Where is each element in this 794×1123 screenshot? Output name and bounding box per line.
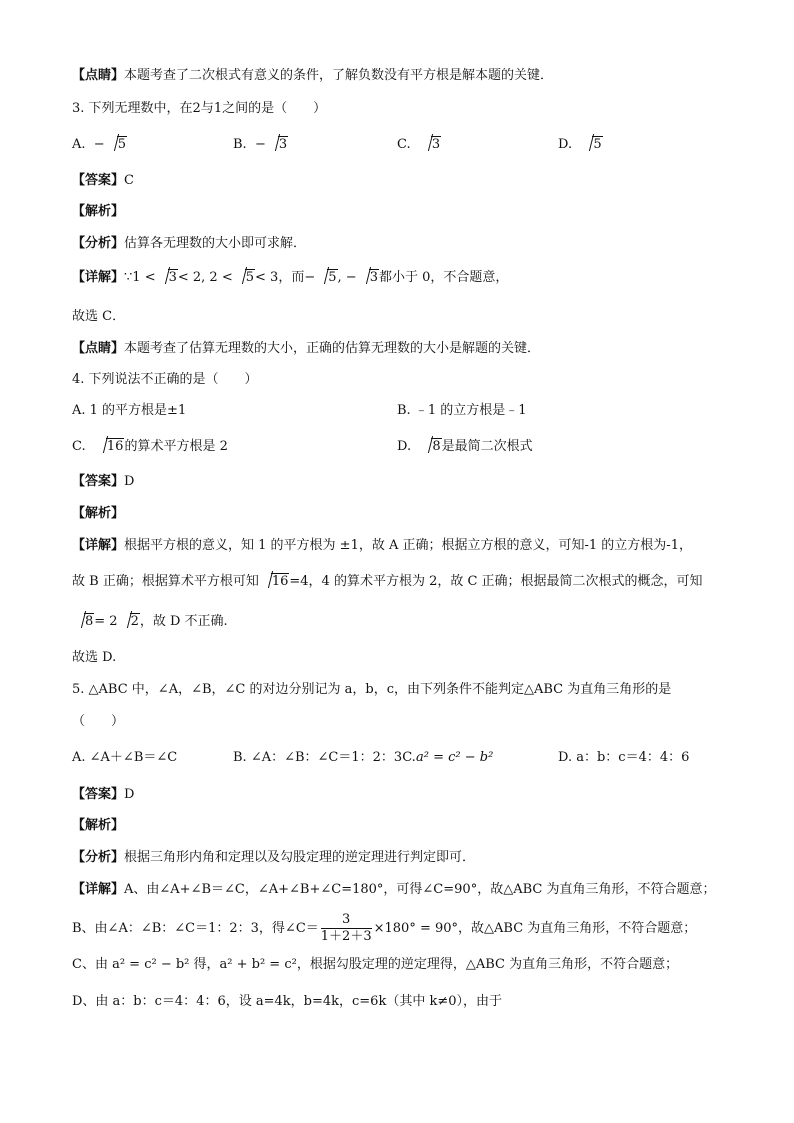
fenxi-tag: 【分析】 xyxy=(72,236,125,251)
fraction-numerator: 3 xyxy=(321,912,372,929)
xiangjie-tag: 【详解】 xyxy=(72,538,125,553)
sqrt-symbol xyxy=(120,612,140,632)
guxuan-text: 故选 D. xyxy=(72,650,117,665)
option-sign: − xyxy=(93,137,105,152)
option-label: B. xyxy=(233,137,247,152)
radicand: 3 xyxy=(369,270,378,285)
q5-answer xyxy=(72,785,134,805)
q5-xiangjie-d xyxy=(72,992,502,1012)
sqrt-symbol xyxy=(317,268,337,288)
q4-xiangjie-2 xyxy=(72,572,703,592)
radicand: 5 xyxy=(328,270,337,285)
q5-jiexi xyxy=(72,816,124,836)
q4-xiangjie-1 xyxy=(72,536,692,556)
xiangjie-text: B、由∠A：∠B：∠C＝1：2：3，得∠C＝ xyxy=(72,921,319,936)
radicand: 5 xyxy=(245,270,255,285)
math-text: < 3 xyxy=(255,270,279,285)
sqrt-symbol xyxy=(235,268,255,288)
q4-option-c xyxy=(72,437,228,457)
note-line-1 xyxy=(72,66,553,86)
q3-n2: 2 xyxy=(192,101,201,116)
radicand: 3 xyxy=(431,137,441,152)
sqrt-symbol xyxy=(582,135,602,155)
answer-value: C xyxy=(124,173,134,188)
jiexi-tag: 【解析】 xyxy=(72,204,125,219)
math-text: , − xyxy=(337,270,357,285)
xiangjie-text: C、由 a² = c² − b² 得，a² + b² = c²，根据勾股定理的逆定理得，△ABC 为直角三角形，不符合题意； xyxy=(72,957,679,972)
answer-value: D xyxy=(124,474,135,489)
option-text: 是最简二次根式 xyxy=(441,439,533,454)
q4-jiexi xyxy=(72,504,124,524)
sqrt-symbol xyxy=(261,572,290,592)
xiangjie-tag: 【详解】 xyxy=(72,882,125,897)
radicand: 3 xyxy=(168,270,177,285)
answer-tag: 【答案】 xyxy=(72,173,125,188)
sqrt-symbol xyxy=(107,135,127,155)
q4-xiangjie-3 xyxy=(72,612,228,632)
q3-option-c xyxy=(397,135,441,155)
q5-paren xyxy=(72,712,124,732)
option-text: B. ﹣1 的立方根是﹣1 xyxy=(397,403,527,418)
math-text: = 2 xyxy=(94,614,118,629)
q5-xiangjie-b xyxy=(72,912,696,946)
option-label: D. xyxy=(558,137,573,152)
q3-stem-pre: 3. 下列无理数中，在 xyxy=(72,101,193,116)
answer-tag: 【答案】 xyxy=(72,474,125,489)
xiangjie-text: 故 B 正确；根据算术平方根可知 xyxy=(72,574,259,589)
option-label: A. xyxy=(72,137,86,152)
radicand: 8 xyxy=(85,614,94,629)
q5-option-d xyxy=(558,748,689,768)
q5-xiangjie-a xyxy=(72,880,715,900)
radicand: 3 xyxy=(278,137,288,152)
fenxi-text: 根据三角形内角和定理以及勾股定理的逆定理进行判定即可． xyxy=(124,850,476,865)
answer-tag: 【答案】 xyxy=(72,787,125,802)
q3-fenxi xyxy=(72,234,306,254)
xiangjie-text: A、由∠A+∠B＝∠C，∠A+∠B+∠C=180°，可得∠C=90°，故△ABC 为直角三角形，不符合题意； xyxy=(124,882,716,897)
q4-guxuan xyxy=(72,648,116,668)
radicand: 5 xyxy=(593,137,602,152)
radicand: 8 xyxy=(432,439,441,454)
sqrt-symbol xyxy=(96,437,125,457)
xiangjie-text: ，故 D 不正确. xyxy=(139,614,228,629)
fraction xyxy=(321,912,372,945)
q3-stem-post: 之间的是（ ） xyxy=(222,101,327,116)
q4-option-d xyxy=(397,437,533,457)
q5-xiangjie-c xyxy=(72,955,678,975)
q5-paren-text: （ ） xyxy=(72,714,125,729)
option-label: C. xyxy=(397,137,411,152)
answer-value: D xyxy=(124,787,135,802)
xiangjie-text: ×180° = 90°，故△ABC 为直角三角形，不符合题意； xyxy=(373,921,697,936)
sqrt-symbol xyxy=(421,437,441,457)
option-label: C. xyxy=(72,439,86,454)
q4-stem-text: 4. 下列说法不正确的是（ ） xyxy=(72,372,258,387)
guxuan-text: 故选 C． xyxy=(72,309,126,324)
q3-option-a xyxy=(72,135,127,155)
fenxi-text: 估算各无理数的大小即可求解． xyxy=(124,236,307,251)
radicand: 16 xyxy=(106,439,124,454)
xiangjie-text: 根据平方根的意义，知 1 的平方根为 ±1，故 A 正确；根据立方根的意义，可知-1 的立方根为-1， xyxy=(124,538,692,553)
q5-stem-text: 5. △ABC 中，∠A，∠B，∠C 的对边分别记为 a，b，c，由下列条件不能判定△ABC 为直角三角形的是 xyxy=(72,682,672,697)
q3-option-b xyxy=(233,135,288,155)
q3-xiangjie xyxy=(72,268,508,288)
jiexi-tag: 【解析】 xyxy=(72,506,125,521)
q3-answer xyxy=(72,171,134,191)
q3-mid: 与 xyxy=(200,101,214,116)
sqrt-symbol xyxy=(268,135,288,155)
xiangjie-text: D、由 a：b：c＝4：4：6，设 a=4k，b=4k，c=6k（其中 k≠0），由于 xyxy=(72,994,503,1009)
q3-stem xyxy=(72,99,326,119)
sqrt-symbol xyxy=(359,268,379,288)
math-text: ∵1 < xyxy=(124,270,156,285)
option-text: D. a：b：c＝4：4：6 xyxy=(558,750,690,765)
option-sign: − xyxy=(254,137,266,152)
q4-stem xyxy=(72,370,258,390)
q3-jiexi xyxy=(72,202,124,222)
q5-stem xyxy=(72,680,671,700)
xiangjie-tag: 【详解】 xyxy=(72,270,125,285)
option-text: A. ∠A＋∠B＝∠C xyxy=(72,750,178,765)
q5-option-b xyxy=(233,748,416,768)
q5-option-c xyxy=(416,748,493,768)
option-text: 的算术平方根是 2 xyxy=(124,439,228,454)
math-text: 都小于 0，不合题意， xyxy=(378,270,509,285)
math-text: ，而 xyxy=(278,270,305,285)
radicand: 16 xyxy=(271,574,289,589)
q5-fenxi xyxy=(72,848,475,868)
radicand: 5 xyxy=(117,137,126,152)
fenxi-tag: 【分析】 xyxy=(72,850,125,865)
option-text: a² = c² − b² xyxy=(416,750,494,765)
q3-guxuan xyxy=(72,307,125,327)
dianjing-tag: 【点睛】 xyxy=(72,341,125,356)
option-label: D. xyxy=(397,439,412,454)
sqrt-symbol xyxy=(421,135,441,155)
radicand: 2 xyxy=(130,614,139,629)
sqrt-symbol xyxy=(158,268,178,288)
fraction-denominator: 1＋2＋3 xyxy=(320,929,372,944)
q3-option-d xyxy=(558,135,603,155)
dianjing-tag: 【点睛】 xyxy=(72,68,125,83)
q4-option-a xyxy=(72,401,186,421)
dianjing-text: 本题考查了二次根式有意义的条件，了解负数没有平方根是解本题的关键． xyxy=(124,68,554,83)
xiangjie-text: =4，4 的算术平方根为 2，故 C 正确；根据最简二次根式的概念，可知 xyxy=(289,574,703,589)
q4-option-b xyxy=(397,401,527,421)
option-text: B. ∠A：∠B：∠C＝1：2：3C. xyxy=(233,750,416,765)
q5-option-a xyxy=(72,748,177,768)
dianjing-text: 本题考查了估算无理数的大小，正确的估算无理数的大小是解题的关键． xyxy=(124,341,541,356)
math-text: − xyxy=(304,270,316,285)
sqrt-symbol xyxy=(74,612,94,632)
option-text: A. 1 的平方根是±1 xyxy=(72,403,187,418)
jiexi-tag: 【解析】 xyxy=(72,818,125,833)
q3-dianjing xyxy=(72,339,540,359)
q4-answer xyxy=(72,472,134,492)
math-text: < 2, 2 < xyxy=(177,270,233,285)
q3-n1: 1 xyxy=(213,101,223,116)
